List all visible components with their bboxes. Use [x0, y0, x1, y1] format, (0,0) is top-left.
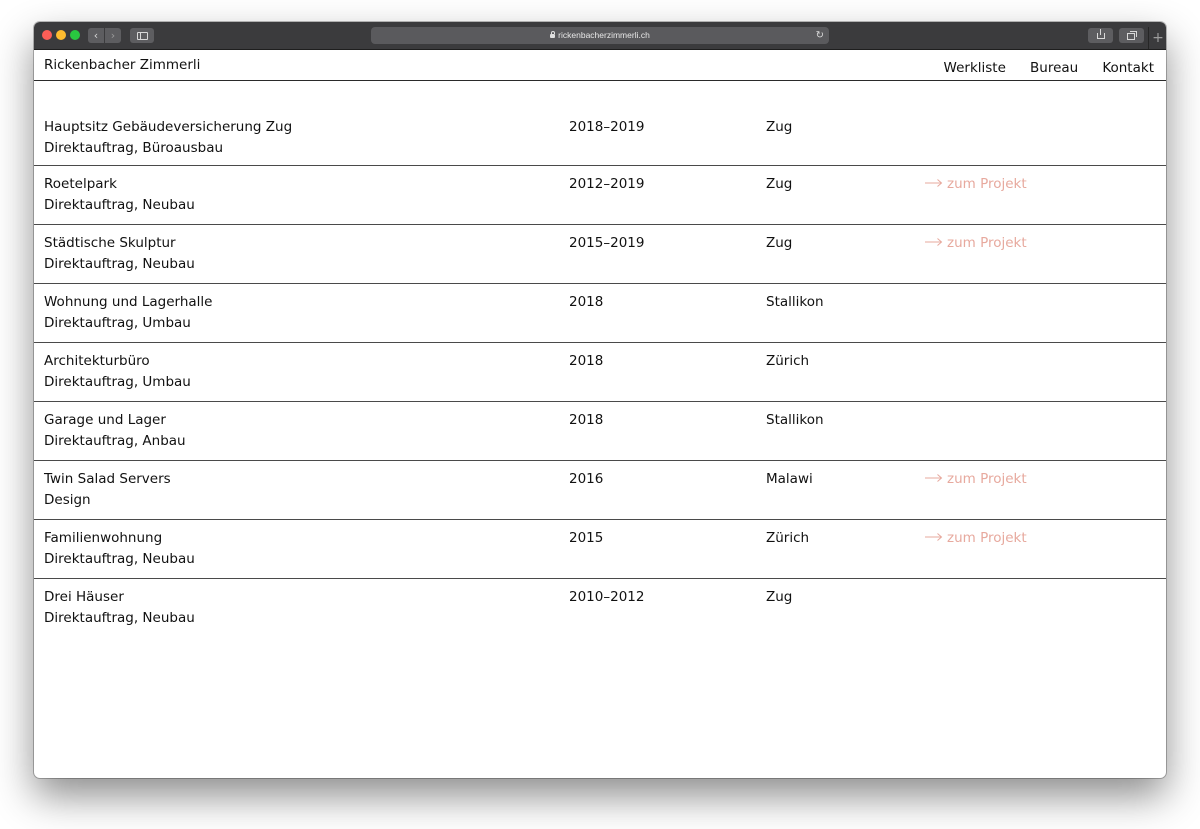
project-place: Zug: [766, 119, 793, 135]
browser-window: [34, 22, 1166, 778]
project-row: [34, 579, 1166, 637]
address-bar[interactable]: [371, 27, 829, 44]
lock-icon: [550, 34, 555, 38]
zoom-window-button[interactable]: [70, 30, 80, 40]
arrow-right-icon: [925, 532, 943, 542]
nav-link-werkliste[interactable]: Werkliste: [943, 60, 1006, 76]
project-row: [34, 461, 1166, 520]
project-name: Wohnung und Lagerhalle: [44, 294, 213, 310]
project-place: Zug: [766, 589, 793, 605]
forward-button[interactable]: ›: [105, 28, 121, 43]
project-place: Malawi: [766, 471, 813, 487]
project-type: Direktauftrag, Büroausbau: [44, 140, 224, 156]
project-year: 2015: [569, 530, 604, 546]
project-type: Direktauftrag, Neubau: [44, 551, 195, 567]
project-year: 2018: [569, 294, 604, 310]
project-type: Direktauftrag, Umbau: [44, 315, 191, 331]
project-year: 2010–2012: [569, 589, 645, 605]
site-brand[interactable]: Rickenbacher Zimmerli: [44, 57, 201, 73]
project-link[interactable]: [925, 530, 1027, 546]
project-name: Familienwohnung: [44, 530, 163, 546]
tabs-icon: [1127, 33, 1135, 40]
project-row: [34, 343, 1166, 402]
nav-link-bureau[interactable]: Bureau: [1030, 60, 1079, 76]
share-button[interactable]: [1088, 28, 1113, 43]
sidebar-icon: [137, 32, 148, 40]
project-type: Direktauftrag, Anbau: [44, 433, 186, 449]
close-window-button[interactable]: [42, 30, 52, 40]
project-place: Stallikon: [766, 412, 824, 428]
project-name: Drei Häuser: [44, 589, 124, 605]
project-name: Städtische Skulptur: [44, 235, 176, 251]
minimize-window-button[interactable]: [56, 30, 66, 40]
project-name: Garage und Lager: [44, 412, 166, 428]
project-type: Design: [44, 492, 91, 508]
tab-overview-button[interactable]: [1119, 28, 1144, 43]
project-name: Hauptsitz Gebäudeversicherung Zug: [44, 119, 293, 135]
project-year: 2018: [569, 412, 604, 428]
project-place: Zürich: [766, 353, 810, 369]
sidebar-toggle-button[interactable]: [130, 28, 154, 43]
project-year: 2016: [569, 471, 604, 487]
project-name: Twin Salad Servers: [44, 471, 171, 487]
project-year: 2012–2019: [569, 176, 645, 192]
arrow-right-icon: [925, 178, 943, 188]
project-name: Roetelpark: [44, 176, 117, 192]
project-type: Direktauftrag, Neubau: [44, 197, 195, 213]
project-link-label: zum Projekt: [947, 235, 1027, 251]
arrow-right-icon: [925, 473, 943, 483]
project-year: 2018–2019: [569, 119, 645, 135]
back-button[interactable]: ‹: [88, 28, 104, 43]
main-nav: [925, 57, 1154, 76]
project-row: [34, 166, 1166, 225]
project-link[interactable]: [925, 235, 1027, 251]
share-icon: [1097, 33, 1105, 39]
project-place: Stallikon: [766, 294, 824, 310]
project-link-label: zum Projekt: [947, 530, 1027, 546]
project-name: Architekturbüro: [44, 353, 150, 369]
project-row: [34, 402, 1166, 461]
nav-link-kontakt[interactable]: Kontakt: [1102, 60, 1154, 76]
url-text: rickenbacherzimmerli.ch: [558, 30, 650, 40]
project-type: Direktauftrag, Neubau: [44, 256, 195, 272]
new-tab-button[interactable]: +: [1148, 27, 1166, 49]
project-type: Direktauftrag, Umbau: [44, 374, 191, 390]
browser-toolbar: [34, 22, 1166, 50]
site-header: [34, 49, 1166, 81]
project-link-label: zum Projekt: [947, 471, 1027, 487]
project-link[interactable]: [925, 176, 1027, 192]
project-link-label: zum Projekt: [947, 176, 1027, 192]
arrow-right-icon: [925, 237, 943, 247]
project-row: [34, 225, 1166, 284]
project-place: Zug: [766, 235, 793, 251]
reload-icon[interactable]: ↻: [815, 30, 824, 41]
project-list: [34, 81, 1166, 637]
project-place: Zürich: [766, 530, 810, 546]
project-place: Zug: [766, 176, 793, 192]
project-link[interactable]: [925, 471, 1027, 487]
project-row: [34, 520, 1166, 579]
project-row: [34, 81, 1166, 166]
project-type: Direktauftrag, Neubau: [44, 610, 195, 626]
project-year: 2015–2019: [569, 235, 645, 251]
project-row: [34, 284, 1166, 343]
project-year: 2018: [569, 353, 604, 369]
